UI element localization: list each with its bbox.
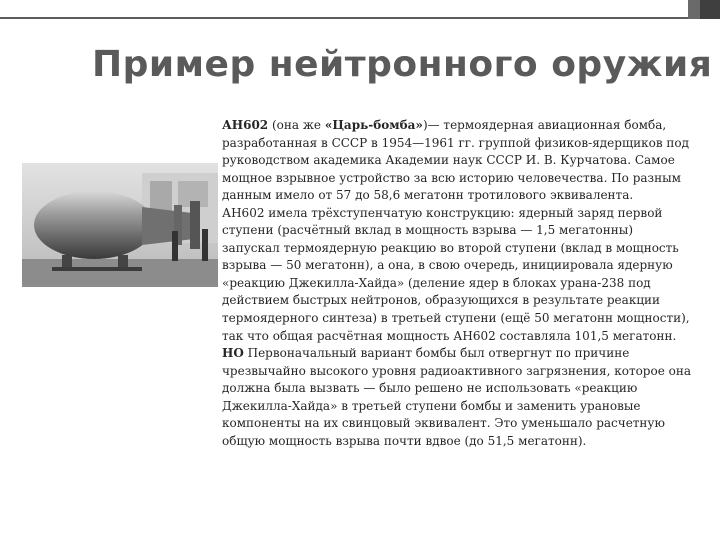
bomb-nickname: «Царь-бомба»	[324, 118, 423, 132]
bomb-photo	[22, 163, 218, 287]
top-bar-accent-dark	[700, 0, 720, 19]
bomb-photo-icon	[22, 163, 218, 287]
top-bar-line	[0, 17, 700, 19]
slide-title: Пример нейтронного оружия	[92, 44, 713, 85]
paragraph-1	[222, 117, 692, 205]
slide-top-bar	[0, 0, 720, 19]
paragraph-1-text-b: )— термоядерная авиационная бомба, разработанная в СССР в 1954—1961 гг. группой физиков-ядерщиков под руководством академика Академии наук СССР И. В. Курчатова. Самое мощное взрывное устройство за всю историю человечества. По разным данным имело от 57 до 58,6 мегатонн тротилового эквивалента.	[222, 118, 689, 203]
paragraph-2-text-b: Первоначальный вариант бомбы был отвергнут по причине чрезвычайно высокого уровня радиоактивного загрязнения, которое она должна была вызвать — было решено не использовать «реакцию Джекилла-Хайда» в третьей ступени бомбы и заменить урановые компоненты на их свинцовый эквивалент. Это уменьшало расчетную общую мощность взрыва почти вдвое (до 51,5 мегатонн).	[222, 346, 692, 448]
paragraph-1-text-a: (она же	[268, 118, 325, 132]
bomb-name: АН602	[222, 118, 269, 132]
paragraph-2	[222, 205, 692, 451]
emphasis-no: НО	[222, 346, 244, 361]
body-text	[222, 117, 692, 450]
paragraph-2-text-a: АН602 имела трёхступенчатую конструкцию: ядерный заряд первой ступени (расчётный вклад в мощность взрыва — 1,5 мегатонны) запускал термоядерную реакцию во второй ступени (вклад в мощность взрыва — 50 мегатонн), а она, в свою очередь, инициировала ядерную «реакцию Джекилла-Хайда» (деление ядер в блоках урана-238 под действием быстрых нейтронов, образующихся в результате реакции термоядерного синтеза) в третьей ступени (ещё 50 мегатонн мощности), так что общая расчётная мощность АН602 составляла 101,5 мегатонн.	[222, 205, 690, 343]
